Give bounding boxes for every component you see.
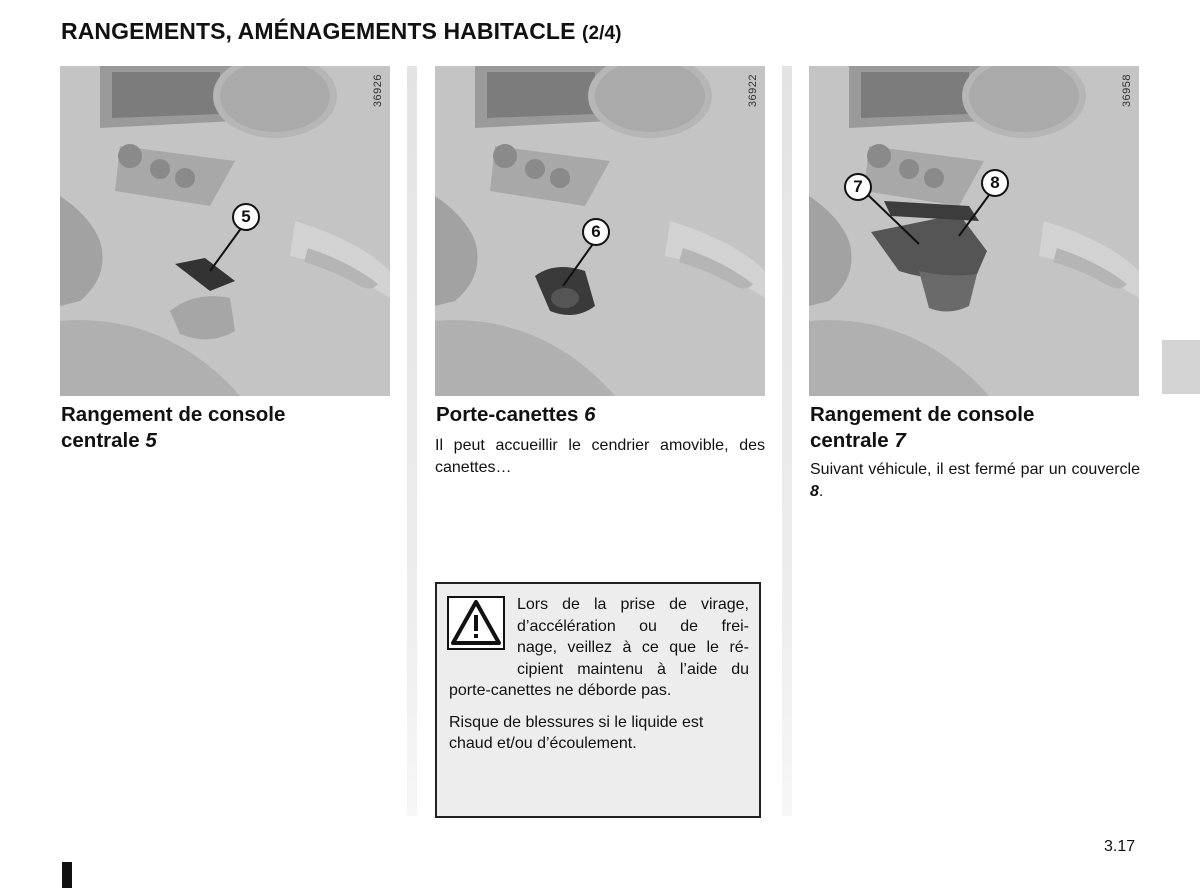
column-separator (782, 66, 792, 816)
figure-console-storage (60, 66, 390, 396)
heading-ref-number: 7 (894, 429, 906, 452)
body-ref-number: 8 (810, 483, 819, 500)
page-title (61, 18, 622, 45)
figure-illustration (60, 66, 390, 396)
page-number: 3.17 (1104, 838, 1136, 855)
callout-7: 7 (844, 173, 872, 201)
section-heading (436, 402, 596, 428)
warning-line: Lors de la prise de virage, (517, 596, 749, 613)
section-body (810, 459, 1140, 503)
warning-line: d’accélération ou de frei- (517, 617, 749, 635)
heading-line: Rangement de console (810, 403, 1035, 426)
figure-can-holder (435, 66, 765, 396)
page-title-text: RANGEMENTS, AMÉNAGEMENTS HABITACLE (61, 18, 576, 44)
warning-text (449, 594, 749, 755)
heading-line: centrale (810, 429, 895, 452)
section-heading (61, 402, 285, 454)
warning-paragraph-2: Risque de blessures si le liquide est chaud et/ou d’écoulement. (449, 713, 704, 752)
body-text: Suivant véhicule, il est fermé par un couvercle (810, 461, 1140, 478)
heading-line: centrale (61, 429, 146, 452)
figure-ref-number: 36922 (747, 74, 759, 108)
heading-line: Rangement de console (61, 403, 286, 426)
warning-line: porte-canettes ne déborde pas. (449, 682, 672, 699)
corner-mark (62, 862, 72, 888)
callout-5: 5 (232, 203, 260, 231)
figure-console-storage-lid (809, 66, 1139, 396)
warning-box (435, 582, 761, 818)
callout-6: 6 (582, 218, 610, 246)
page-title-part: (2/4) (582, 23, 622, 44)
chapter-tab (1162, 340, 1200, 394)
heading-ref-number: 5 (145, 429, 157, 452)
figure-ref-number: 36926 (372, 74, 384, 108)
heading-ref-number: 6 (584, 403, 596, 426)
column-separator (407, 66, 417, 816)
figure-ref-number: 36958 (1121, 74, 1133, 108)
section-body: Il peut accueillir le cendrier amovible, des canettes… (435, 437, 765, 476)
figure-illustration (809, 66, 1139, 396)
callout-8: 8 (981, 169, 1009, 197)
warning-line: nage, veillez à ce que le ré- (517, 639, 749, 656)
body-text-end: . (818, 483, 824, 500)
heading-line: Porte-canettes (436, 403, 585, 426)
warning-line: cipient maintenu à l’aide du (517, 660, 749, 678)
section-heading (810, 402, 1034, 454)
